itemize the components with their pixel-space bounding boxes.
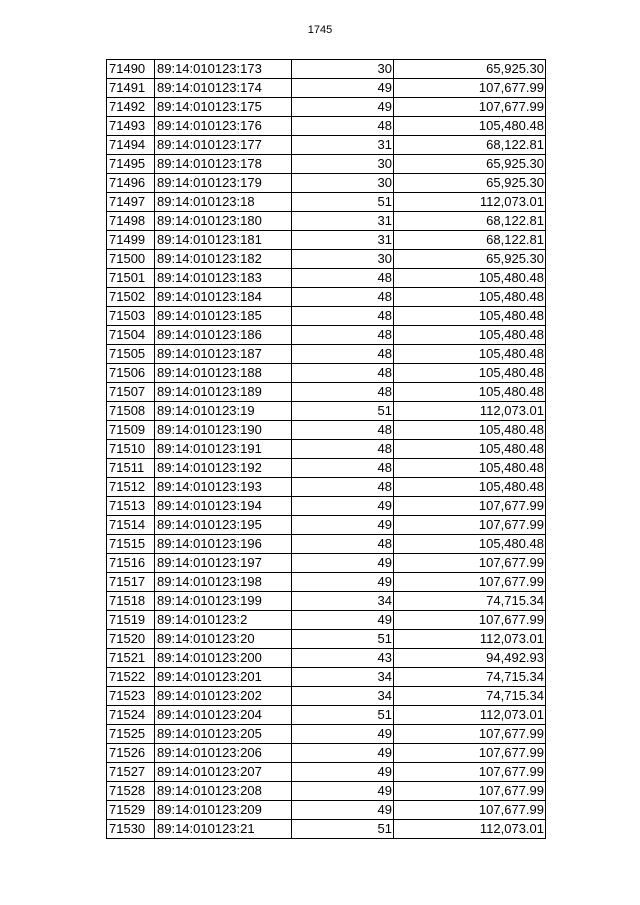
cell-amount: 107,677.99 — [394, 801, 546, 820]
cell-amount: 107,677.99 — [394, 744, 546, 763]
cell-amount: 105,480.48 — [394, 288, 546, 307]
cell-quantity: 31 — [292, 212, 394, 231]
cell-cadastral-number: 89:14:010123:198 — [155, 573, 292, 592]
cell-record-number: 71508 — [107, 402, 155, 421]
cell-amount: 65,925.30 — [394, 155, 546, 174]
cell-quantity: 48 — [292, 440, 394, 459]
page-number: 1745 — [307, 24, 333, 36]
cell-record-number: 71523 — [107, 687, 155, 706]
table-row — [107, 630, 546, 649]
cell-quantity: 31 — [292, 231, 394, 250]
cell-cadastral-number: 89:14:010123:199 — [155, 592, 292, 611]
cell-cadastral-number: 89:14:010123:181 — [155, 231, 292, 250]
table-row — [107, 250, 546, 269]
cell-record-number: 71497 — [107, 193, 155, 212]
table-row — [107, 592, 546, 611]
cell-record-number: 71503 — [107, 307, 155, 326]
cell-amount: 107,677.99 — [394, 725, 546, 744]
cell-quantity: 48 — [292, 288, 394, 307]
cell-cadastral-number: 89:14:010123:178 — [155, 155, 292, 174]
cell-quantity: 43 — [292, 649, 394, 668]
cell-quantity: 49 — [292, 554, 394, 573]
cell-quantity: 51 — [292, 706, 394, 725]
cell-record-number: 71515 — [107, 535, 155, 554]
cell-cadastral-number: 89:14:010123:204 — [155, 706, 292, 725]
cell-amount: 65,925.30 — [394, 250, 546, 269]
cell-cadastral-number: 89:14:010123:183 — [155, 269, 292, 288]
cell-quantity: 48 — [292, 459, 394, 478]
cell-cadastral-number: 89:14:010123:189 — [155, 383, 292, 402]
cell-amount: 68,122.81 — [394, 136, 546, 155]
cell-quantity: 30 — [292, 155, 394, 174]
cell-quantity: 49 — [292, 516, 394, 535]
cell-amount: 112,073.01 — [394, 820, 546, 839]
table-row — [107, 155, 546, 174]
cell-amount: 105,480.48 — [394, 383, 546, 402]
cell-record-number: 71511 — [107, 459, 155, 478]
cell-quantity: 49 — [292, 744, 394, 763]
cell-quantity: 49 — [292, 79, 394, 98]
cell-cadastral-number: 89:14:010123:207 — [155, 763, 292, 782]
cell-amount: 105,480.48 — [394, 345, 546, 364]
table-row — [107, 174, 546, 193]
table-row — [107, 326, 546, 345]
cell-record-number: 71510 — [107, 440, 155, 459]
cell-amount: 105,480.48 — [394, 535, 546, 554]
cell-amount: 94,492.93 — [394, 649, 546, 668]
cell-quantity: 30 — [292, 174, 394, 193]
table-row — [107, 801, 546, 820]
cell-cadastral-number: 89:14:010123:177 — [155, 136, 292, 155]
cell-cadastral-number: 89:14:010123:179 — [155, 174, 292, 193]
cell-record-number: 71528 — [107, 782, 155, 801]
cell-amount: 105,480.48 — [394, 117, 546, 136]
cell-quantity: 48 — [292, 383, 394, 402]
cell-quantity: 51 — [292, 193, 394, 212]
table-row — [107, 516, 546, 535]
cell-amount: 74,715.34 — [394, 668, 546, 687]
cell-cadastral-number: 89:14:010123:184 — [155, 288, 292, 307]
table-row — [107, 687, 546, 706]
cell-quantity: 49 — [292, 782, 394, 801]
cell-amount: 105,480.48 — [394, 440, 546, 459]
cell-amount: 107,677.99 — [394, 573, 546, 592]
cell-record-number: 71513 — [107, 497, 155, 516]
cell-cadastral-number: 89:14:010123:200 — [155, 649, 292, 668]
cell-cadastral-number: 89:14:010123:190 — [155, 421, 292, 440]
table-row — [107, 725, 546, 744]
cell-amount: 74,715.34 — [394, 592, 546, 611]
table-row — [107, 60, 546, 79]
table-row — [107, 288, 546, 307]
cell-record-number: 71501 — [107, 269, 155, 288]
cell-quantity: 48 — [292, 326, 394, 345]
cell-record-number: 71522 — [107, 668, 155, 687]
cell-cadastral-number: 89:14:010123:185 — [155, 307, 292, 326]
cell-quantity: 51 — [292, 820, 394, 839]
table-row — [107, 820, 546, 839]
cell-quantity: 34 — [292, 668, 394, 687]
table-row — [107, 497, 546, 516]
cell-quantity: 48 — [292, 345, 394, 364]
cell-quantity: 48 — [292, 269, 394, 288]
table-row — [107, 345, 546, 364]
cell-record-number: 71506 — [107, 364, 155, 383]
cell-cadastral-number: 89:14:010123:193 — [155, 478, 292, 497]
table-row — [107, 611, 546, 630]
cell-quantity: 30 — [292, 250, 394, 269]
cell-cadastral-number: 89:14:010123:192 — [155, 459, 292, 478]
table-row — [107, 440, 546, 459]
cell-record-number: 71527 — [107, 763, 155, 782]
table-row — [107, 782, 546, 801]
cell-quantity: 49 — [292, 801, 394, 820]
table-row — [107, 136, 546, 155]
cell-cadastral-number: 89:14:010123:191 — [155, 440, 292, 459]
cell-record-number: 71529 — [107, 801, 155, 820]
cell-record-number: 71498 — [107, 212, 155, 231]
cell-record-number: 71490 — [107, 60, 155, 79]
cell-amount: 112,073.01 — [394, 193, 546, 212]
cell-quantity: 34 — [292, 592, 394, 611]
cell-record-number: 71505 — [107, 345, 155, 364]
cell-record-number: 71526 — [107, 744, 155, 763]
table-row — [107, 649, 546, 668]
cell-amount: 105,480.48 — [394, 307, 546, 326]
cell-record-number: 71494 — [107, 136, 155, 155]
cell-cadastral-number: 89:14:010123:206 — [155, 744, 292, 763]
cell-cadastral-number: 89:14:010123:175 — [155, 98, 292, 117]
table-row — [107, 573, 546, 592]
cell-record-number: 71495 — [107, 155, 155, 174]
cell-record-number: 71502 — [107, 288, 155, 307]
cell-amount: 105,480.48 — [394, 326, 546, 345]
table-row — [107, 212, 546, 231]
cell-quantity: 49 — [292, 725, 394, 744]
cell-amount: 107,677.99 — [394, 782, 546, 801]
cell-quantity: 48 — [292, 364, 394, 383]
cell-cadastral-number: 89:14:010123:186 — [155, 326, 292, 345]
cell-cadastral-number: 89:14:010123:187 — [155, 345, 292, 364]
cell-cadastral-number: 89:14:010123:202 — [155, 687, 292, 706]
cell-cadastral-number: 89:14:010123:2 — [155, 611, 292, 630]
cell-quantity: 34 — [292, 687, 394, 706]
cell-amount: 68,122.81 — [394, 231, 546, 250]
cell-amount: 107,677.99 — [394, 554, 546, 573]
cell-quantity: 48 — [292, 421, 394, 440]
cell-quantity: 48 — [292, 307, 394, 326]
cell-amount: 105,480.48 — [394, 478, 546, 497]
cell-amount: 65,925.30 — [394, 174, 546, 193]
table-row — [107, 763, 546, 782]
cell-cadastral-number: 89:14:010123:196 — [155, 535, 292, 554]
cell-record-number: 71512 — [107, 478, 155, 497]
cell-amount: 65,925.30 — [394, 60, 546, 79]
data-table — [106, 59, 546, 839]
cell-record-number: 71504 — [107, 326, 155, 345]
cell-amount: 105,480.48 — [394, 421, 546, 440]
cell-quantity: 48 — [292, 478, 394, 497]
cell-cadastral-number: 89:14:010123:18 — [155, 193, 292, 212]
table-row — [107, 383, 546, 402]
cell-record-number: 71521 — [107, 649, 155, 668]
table-row — [107, 269, 546, 288]
cell-cadastral-number: 89:14:010123:174 — [155, 79, 292, 98]
cell-amount: 107,677.99 — [394, 516, 546, 535]
cell-quantity: 49 — [292, 497, 394, 516]
cell-cadastral-number: 89:14:010123:19 — [155, 402, 292, 421]
cell-cadastral-number: 89:14:010123:173 — [155, 60, 292, 79]
cell-amount: 112,073.01 — [394, 402, 546, 421]
table-row — [107, 421, 546, 440]
table-row — [107, 364, 546, 383]
cell-record-number: 71493 — [107, 117, 155, 136]
table-body — [107, 60, 546, 839]
table-row — [107, 706, 546, 725]
cell-record-number: 71491 — [107, 79, 155, 98]
cell-record-number: 71514 — [107, 516, 155, 535]
cell-quantity: 49 — [292, 763, 394, 782]
cell-cadastral-number: 89:14:010123:194 — [155, 497, 292, 516]
table-row — [107, 307, 546, 326]
cell-record-number: 71530 — [107, 820, 155, 839]
cell-cadastral-number: 89:14:010123:205 — [155, 725, 292, 744]
cell-amount: 107,677.99 — [394, 98, 546, 117]
cell-cadastral-number: 89:14:010123:188 — [155, 364, 292, 383]
cell-record-number: 71517 — [107, 573, 155, 592]
cell-record-number: 71507 — [107, 383, 155, 402]
cell-amount: 107,677.99 — [394, 763, 546, 782]
cell-amount: 112,073.01 — [394, 630, 546, 649]
cell-quantity: 31 — [292, 136, 394, 155]
cell-record-number: 71492 — [107, 98, 155, 117]
table-row — [107, 193, 546, 212]
cell-amount: 107,677.99 — [394, 497, 546, 516]
table-row — [107, 459, 546, 478]
cell-cadastral-number: 89:14:010123:21 — [155, 820, 292, 839]
table-row — [107, 117, 546, 136]
cell-amount: 107,677.99 — [394, 611, 546, 630]
table-row — [107, 668, 546, 687]
cell-quantity: 51 — [292, 402, 394, 421]
cell-record-number: 71509 — [107, 421, 155, 440]
table-row — [107, 98, 546, 117]
cell-record-number: 71525 — [107, 725, 155, 744]
cell-record-number: 71496 — [107, 174, 155, 193]
table-row — [107, 478, 546, 497]
cell-amount: 112,073.01 — [394, 706, 546, 725]
cell-amount: 105,480.48 — [394, 364, 546, 383]
cell-record-number: 71519 — [107, 611, 155, 630]
cell-record-number: 71520 — [107, 630, 155, 649]
cell-cadastral-number: 89:14:010123:180 — [155, 212, 292, 231]
cell-record-number: 71499 — [107, 231, 155, 250]
cell-quantity: 48 — [292, 117, 394, 136]
table-row — [107, 231, 546, 250]
cell-amount: 105,480.48 — [394, 269, 546, 288]
cell-quantity: 48 — [292, 535, 394, 554]
cell-amount: 105,480.48 — [394, 459, 546, 478]
table-row — [107, 402, 546, 421]
cell-amount: 68,122.81 — [394, 212, 546, 231]
cell-cadastral-number: 89:14:010123:20 — [155, 630, 292, 649]
table-row — [107, 554, 546, 573]
cell-cadastral-number: 89:14:010123:197 — [155, 554, 292, 573]
cell-cadastral-number: 89:14:010123:201 — [155, 668, 292, 687]
cell-cadastral-number: 89:14:010123:176 — [155, 117, 292, 136]
cell-cadastral-number: 89:14:010123:208 — [155, 782, 292, 801]
cell-quantity: 30 — [292, 60, 394, 79]
cell-record-number: 71516 — [107, 554, 155, 573]
cell-quantity: 49 — [292, 611, 394, 630]
cell-record-number: 71524 — [107, 706, 155, 725]
table-row — [107, 744, 546, 763]
cell-quantity: 51 — [292, 630, 394, 649]
cell-cadastral-number: 89:14:010123:195 — [155, 516, 292, 535]
cell-cadastral-number: 89:14:010123:209 — [155, 801, 292, 820]
cell-quantity: 49 — [292, 98, 394, 117]
cell-quantity: 49 — [292, 573, 394, 592]
cell-record-number: 71518 — [107, 592, 155, 611]
table-row — [107, 79, 546, 98]
table-row — [107, 535, 546, 554]
cell-amount: 107,677.99 — [394, 79, 546, 98]
cell-cadastral-number: 89:14:010123:182 — [155, 250, 292, 269]
cell-amount: 74,715.34 — [394, 687, 546, 706]
cell-record-number: 71500 — [107, 250, 155, 269]
